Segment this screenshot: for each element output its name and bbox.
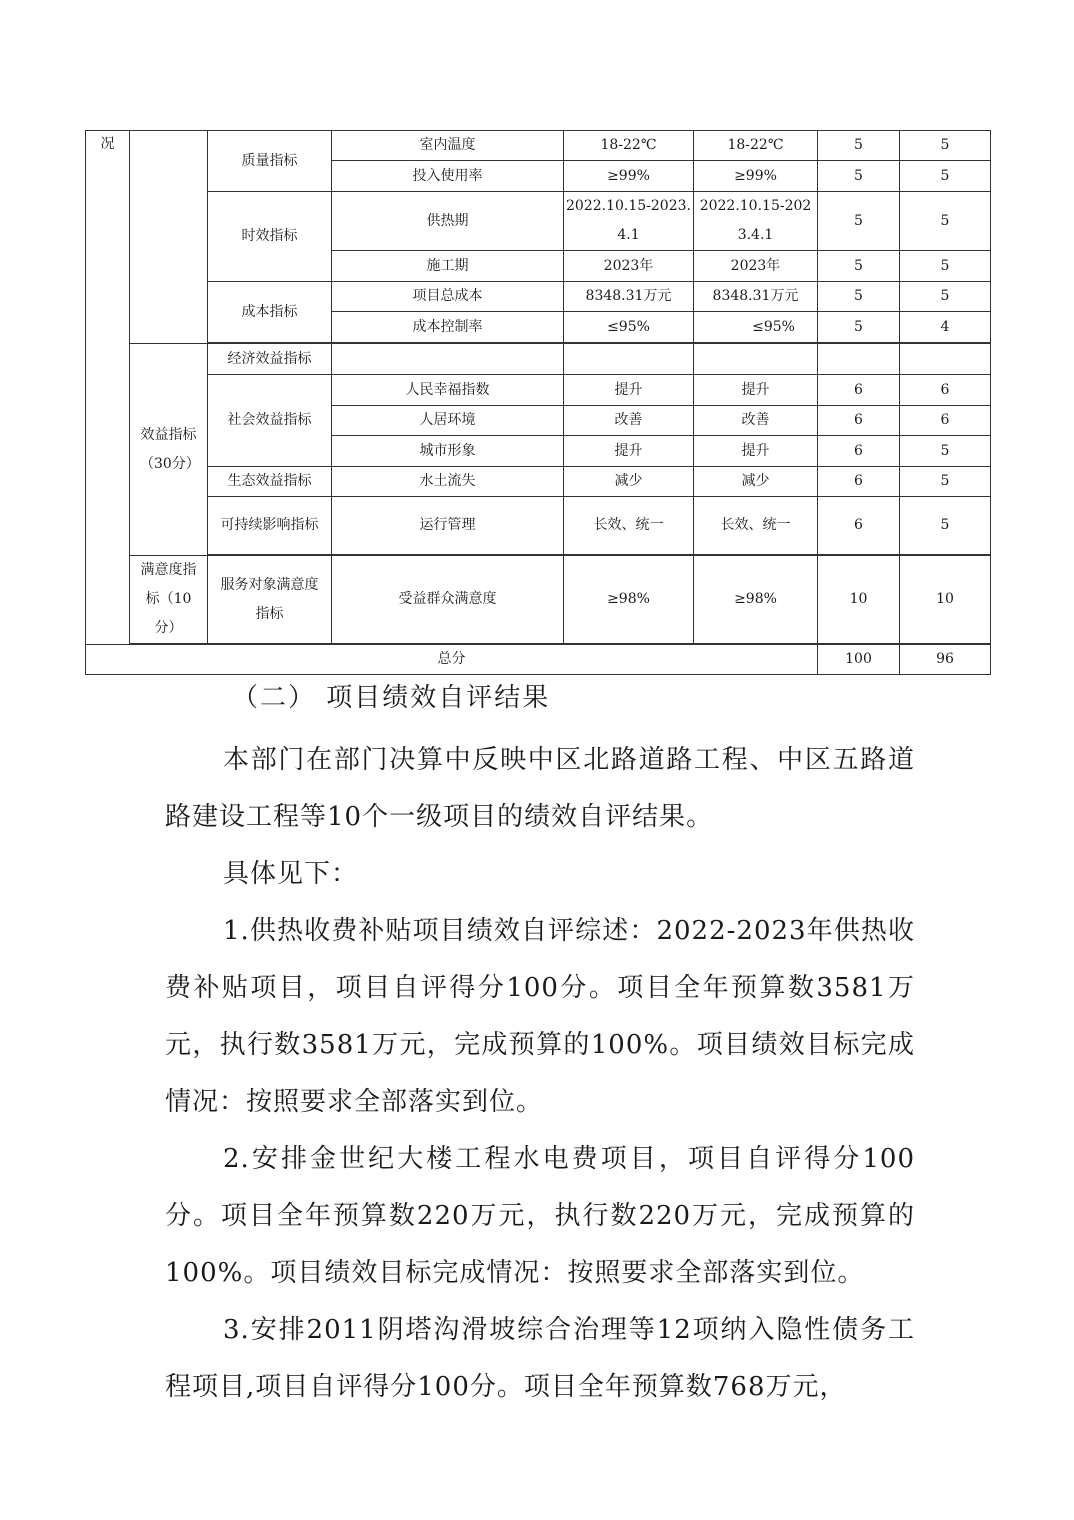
total-label: 总分 bbox=[86, 645, 818, 675]
paragraph: 3.安排2011阴塔沟滑坡综合治理等12项纳入隐性债务工程项目,项目自评得分100分。项目全年预算数768万元， bbox=[165, 1315, 915, 1402]
table-row: 时效指标 供热期 2022.10.15-2023.4.1 2022.10.15-2023.4.1 5 5 bbox=[86, 192, 991, 251]
table-row: 成本指标 项目总成本 8348.31万元 8348.31万元 5 5 bbox=[86, 282, 991, 312]
category-ecological: 生态效益指标 bbox=[208, 467, 332, 497]
paragraph: 本部门在部门决算中反映中区北路道路工程、中区五路道路建设工程等10个一级项目的绩效自评结果。 bbox=[165, 745, 915, 832]
table-row: 况 质量指标 室内温度 18-22℃ 18-22℃ 5 5 bbox=[86, 131, 991, 161]
section-body bbox=[165, 732, 915, 1416]
table-row: 社会效益指标 人民幸福指数 提升 提升 6 6 bbox=[86, 375, 991, 406]
category-benefit: 效益指标（30分） bbox=[130, 344, 208, 556]
paragraph: 2.安排金世纪大楼工程水电费项目，项目自评得分100分。项目全年预算数220万元，执行数220万元，完成预算的100%。项目绩效目标完成情况：按照要求全部落实到位。 bbox=[165, 1144, 915, 1288]
table-row: 人居环境 改善 改善 6 6 bbox=[86, 406, 991, 436]
category-timeliness: 时效指标 bbox=[208, 192, 332, 282]
table-row: 成本控制率 ≤95% ≤95% 5 4 bbox=[86, 312, 991, 343]
category-sustainable: 可持续影响指标 bbox=[208, 497, 332, 555]
total-score: 96 bbox=[900, 645, 991, 675]
category-social: 社会效益指标 bbox=[208, 375, 332, 467]
category-cost: 成本指标 bbox=[208, 282, 332, 343]
paragraph: 1.供热收费补贴项目绩效自评综述：2022-2023年供热收费补贴项目，项目自评得分100分。项目全年预算数3581万元，执行数3581万元，完成预算的100%。项目绩效目标完成情况：按照要求全部落实到位。 bbox=[165, 916, 915, 1117]
paragraph: 具体见下： bbox=[223, 859, 359, 889]
total-row bbox=[86, 645, 991, 675]
table-row: 满意度指标（10分） 服务对象满意度指标 受益群众满意度 ≥98% ≥98% 10 10 bbox=[86, 556, 991, 644]
section-heading: （二） 项目绩效自评结果 bbox=[232, 683, 551, 713]
total-weight: 100 bbox=[818, 645, 900, 675]
category-quality: 质量指标 bbox=[208, 131, 332, 192]
table-row: 可持续影响指标 运行管理 长效、统一 长效、统一 6 5 bbox=[86, 497, 991, 555]
output-cell bbox=[130, 131, 208, 344]
level1-cell: 况 bbox=[86, 131, 130, 645]
category-service-satisfaction: 服务对象满意度指标 bbox=[208, 556, 332, 644]
table-row: 生态效益指标 水土流失 减少 减少 6 5 bbox=[86, 467, 991, 497]
table-row: 投入使用率 ≥99% ≥99% 5 5 bbox=[86, 161, 991, 192]
table-row: 城市形象 提升 提升 6 5 bbox=[86, 436, 991, 467]
table-row: 效益指标（30分） 经济效益指标 bbox=[86, 344, 991, 375]
category-satisfaction: 满意度指标（10分） bbox=[130, 556, 208, 644]
performance-table bbox=[85, 130, 991, 675]
table-row: 施工期 2023年 2023年 5 5 bbox=[86, 251, 991, 282]
